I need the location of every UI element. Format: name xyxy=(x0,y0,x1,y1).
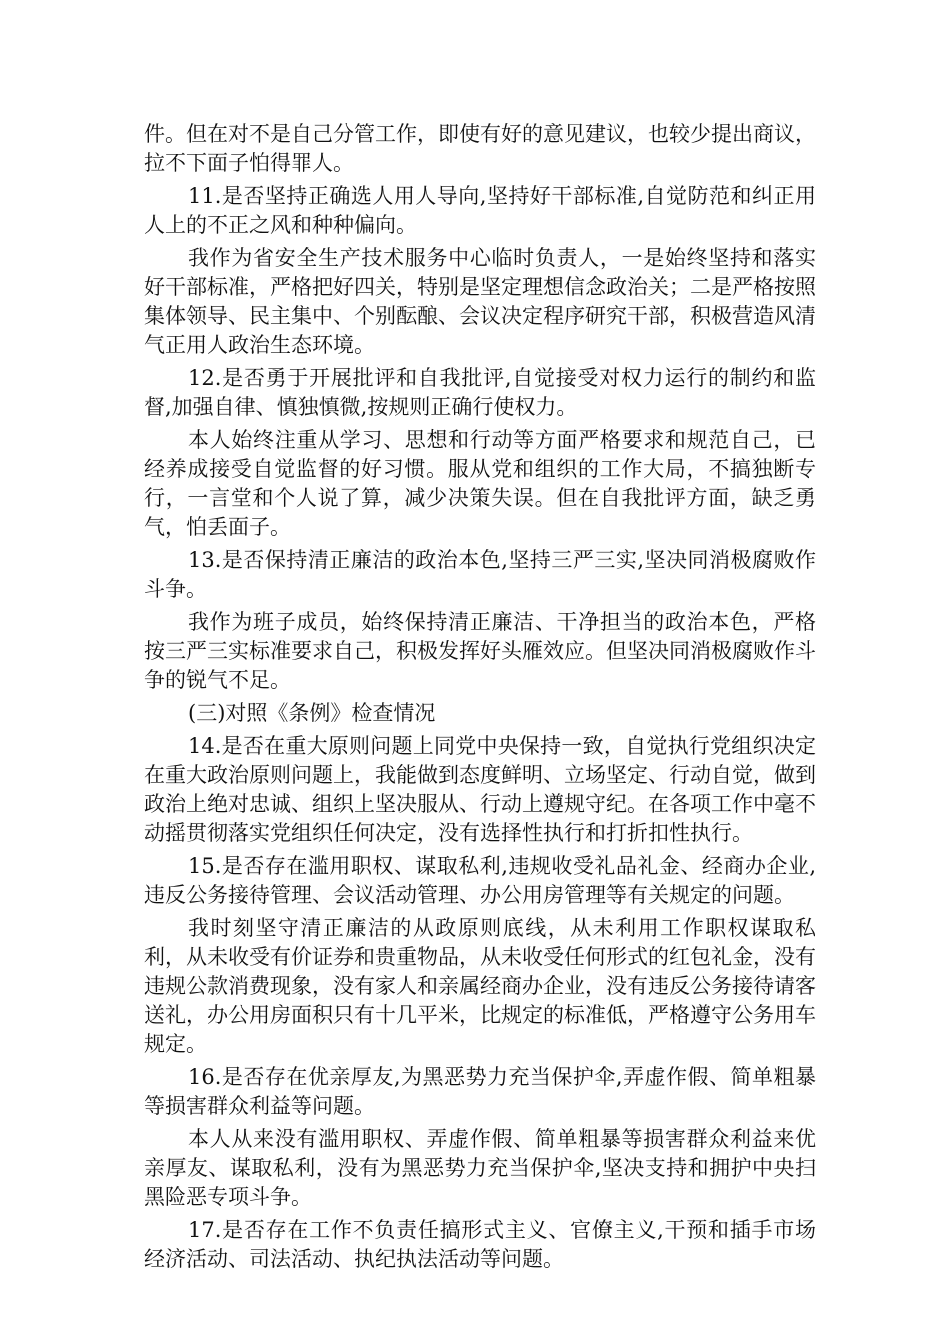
answer-11: 我作为省安全生产技术服务中心临时负责人，一是始终坚持和落实好干部标准，严格把好四关，特别是坚定理想信念政治关；二是严格按照集体领导、民主集中、个别酝酿、会议决定程序研究干部，积极营造风清气正用人政治生态环境。 xyxy=(144,246,816,357)
question-11: 11.是否坚持正确选人用人导向,坚持好干部标准,自觉防范和纠正用人上的不正之风和种种偏向。 xyxy=(144,184,816,237)
answer-16: 本人从来没有滥用职权、弄虚作假、简单粗暴等损害群众利益来优亲厚友、谋取私利，没有为黑恶势力充当保护伞,坚决支持和拥护中央扫黑险恶专项斗争。 xyxy=(144,1127,816,1209)
question-13: 13.是否保持清正廉洁的政治本色,坚持三严三实,坚决同消极腐败作斗争。 xyxy=(144,548,816,601)
question-16: 16.是否存在优亲厚友,为黑恶势力充当保护伞,弄虚作假、简单粗暴等损害群众利益等问题。 xyxy=(144,1065,816,1118)
section-heading: (三)对照《条例》检查情况 xyxy=(188,701,436,725)
answer-12: 本人始终注重从学习、思想和行动等方面严格要求和规范自己，已经养成接受自觉监督的好习惯。服从党和组织的工作大局，不搞独断专行，一言堂和个人说了算，减少决策失误。但在自我批评方面，缺乏勇气，怕丢面子。 xyxy=(144,428,816,539)
question-14: 14.是否在重大原则问题上同党中央保持一致，自觉执行党组织决定在重大政治原则问题上，我能做到态度鲜明、立场坚定、行动自觉，做到政治上绝对忠诚、组织上坚决服从、行动上遵规守纪。在各项工作中毫不动摇贯彻落实党组织任何决定，没有选择性执行和打折扣性执行。 xyxy=(144,734,816,845)
document-page xyxy=(144,120,816,1278)
question-12: 12.是否勇于开展批评和自我批评,自觉接受对权力运行的制约和监督,加强自律、慎独慎微,按规则正确行使权力。 xyxy=(144,366,816,419)
answer-15: 我时刻坚守清正廉洁的从政原则底线，从未利用工作职权谋取私利，从未收受有价证券和贵重物品，从未收受任何形式的红包礼金，没有违规公款消费现象，没有家人和亲属经商办企业，没有违反公务接待请客送礼，办公用房面积只有十几平米，比规定的标准低，严格遵守公务用车规定。 xyxy=(144,916,816,1056)
paragraph-continuation: 件。但在对不是自己分管工作，即使有好的意见建议，也较少提出商议，拉不下面子怕得罪人。 xyxy=(144,122,816,175)
question-15: 15.是否存在滥用职权、谋取私利,违规收受礼品礼金、经商办企业,违反公务接待管理、会议活动管理、办公用房管理等有关规定的问题。 xyxy=(144,854,816,907)
question-17: 17.是否存在工作不负责任搞形式主义、官僚主义,干预和插手市场经济活动、司法活动、执纪执法活动等问题。 xyxy=(144,1218,816,1271)
answer-13: 我作为班子成员，始终保持清正廉洁、干净担当的政治本色，严格按三严三实标准要求自己，积极发挥好头雁效应。但坚决同消极腐败作斗争的锐气不足。 xyxy=(144,610,816,692)
